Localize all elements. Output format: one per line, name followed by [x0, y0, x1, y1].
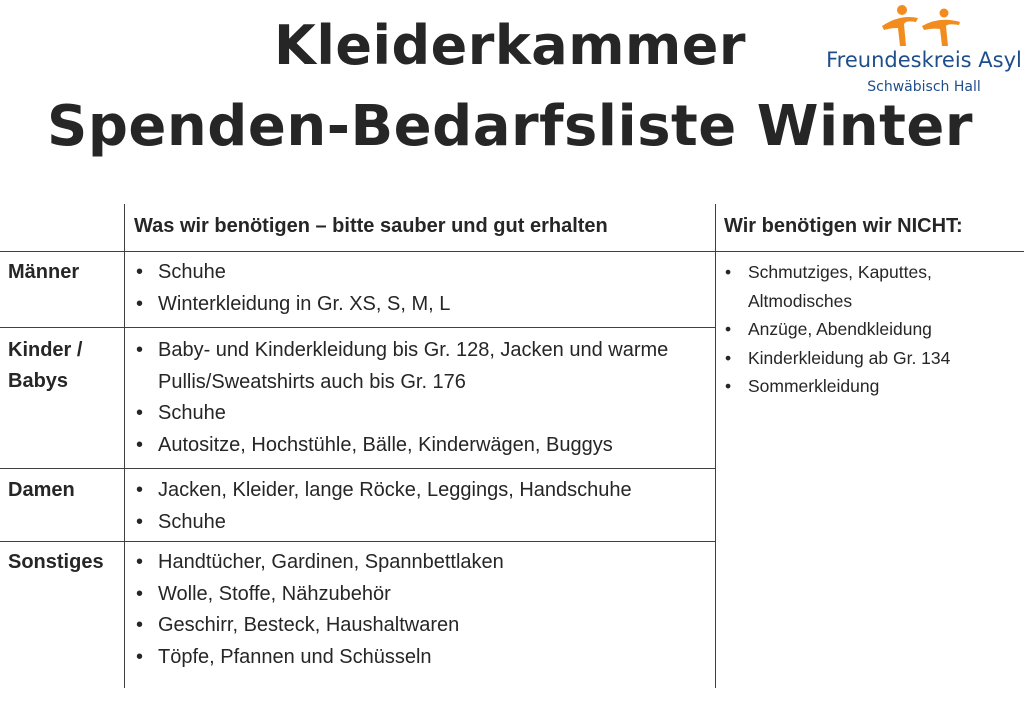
needed-list: [127, 475, 712, 538]
page-subtitle: Spenden-Bedarfsliste Winter: [47, 94, 973, 159]
table-divider: [0, 468, 715, 469]
list-item: • Schmutziges, Kaputtes, Altmodisches: [718, 258, 1018, 315]
category-label: Sonstiges: [8, 551, 104, 573]
category-label: Männer: [8, 261, 80, 283]
table-divider: [715, 204, 716, 688]
list-item: • Schuhe: [127, 507, 712, 539]
table-divider: [0, 541, 715, 542]
category-label: Damen: [8, 479, 75, 501]
list-item: • Anzüge, Abendkleidung: [718, 315, 1018, 344]
logo-name: Freundeskreis Asyl: [826, 48, 1022, 72]
needed-list: [127, 335, 712, 461]
column-header-needed: Was wir benötigen – bitte sauber und gut erhalten: [134, 215, 608, 237]
column-header-not-needed: Wir benötigen wir NICHT:: [724, 215, 963, 237]
list-item: • Baby- und Kinderkleidung bis Gr. 128, Jacken und warme Pullis/Sweatshirts auch bis Gr. 176: [127, 335, 712, 398]
needed-list: [127, 257, 712, 320]
list-item: • Kinderkleidung ab Gr. 134: [718, 344, 1018, 373]
list-item: • Winterkleidung in Gr. XS, S, M, L: [127, 289, 712, 321]
list-item: • Sommerkleidung: [718, 372, 1018, 401]
table-divider: [0, 327, 715, 328]
table-divider: [124, 204, 125, 688]
logo-subtitle: Schwäbisch Hall: [867, 79, 981, 95]
list-item: • Schuhe: [127, 257, 712, 289]
organization-logo: [826, 4, 1022, 100]
list-item: • Jacken, Kleider, lange Röcke, Leggings, Handschuhe: [127, 475, 712, 507]
list-item: • Schuhe: [127, 398, 712, 430]
category-label: Kinder / Babys: [8, 339, 83, 392]
table-divider: [0, 251, 1024, 252]
list-item: • Geschirr, Besteck, Haushaltwaren: [127, 610, 712, 642]
needed-list: [127, 547, 712, 673]
page-title: Kleiderkammer: [273, 14, 747, 77]
people-figures-icon: [880, 4, 970, 48]
list-item: • Handtücher, Gardinen, Spannbettlaken: [127, 547, 712, 579]
list-item: • Töpfe, Pfannen und Schüsseln: [127, 642, 712, 674]
list-item: • Wolle, Stoffe, Nähzubehör: [127, 579, 712, 611]
not-needed-list: [718, 258, 1018, 401]
list-item: • Autositze, Hochstühle, Bälle, Kinderwägen, Buggys: [127, 430, 712, 462]
